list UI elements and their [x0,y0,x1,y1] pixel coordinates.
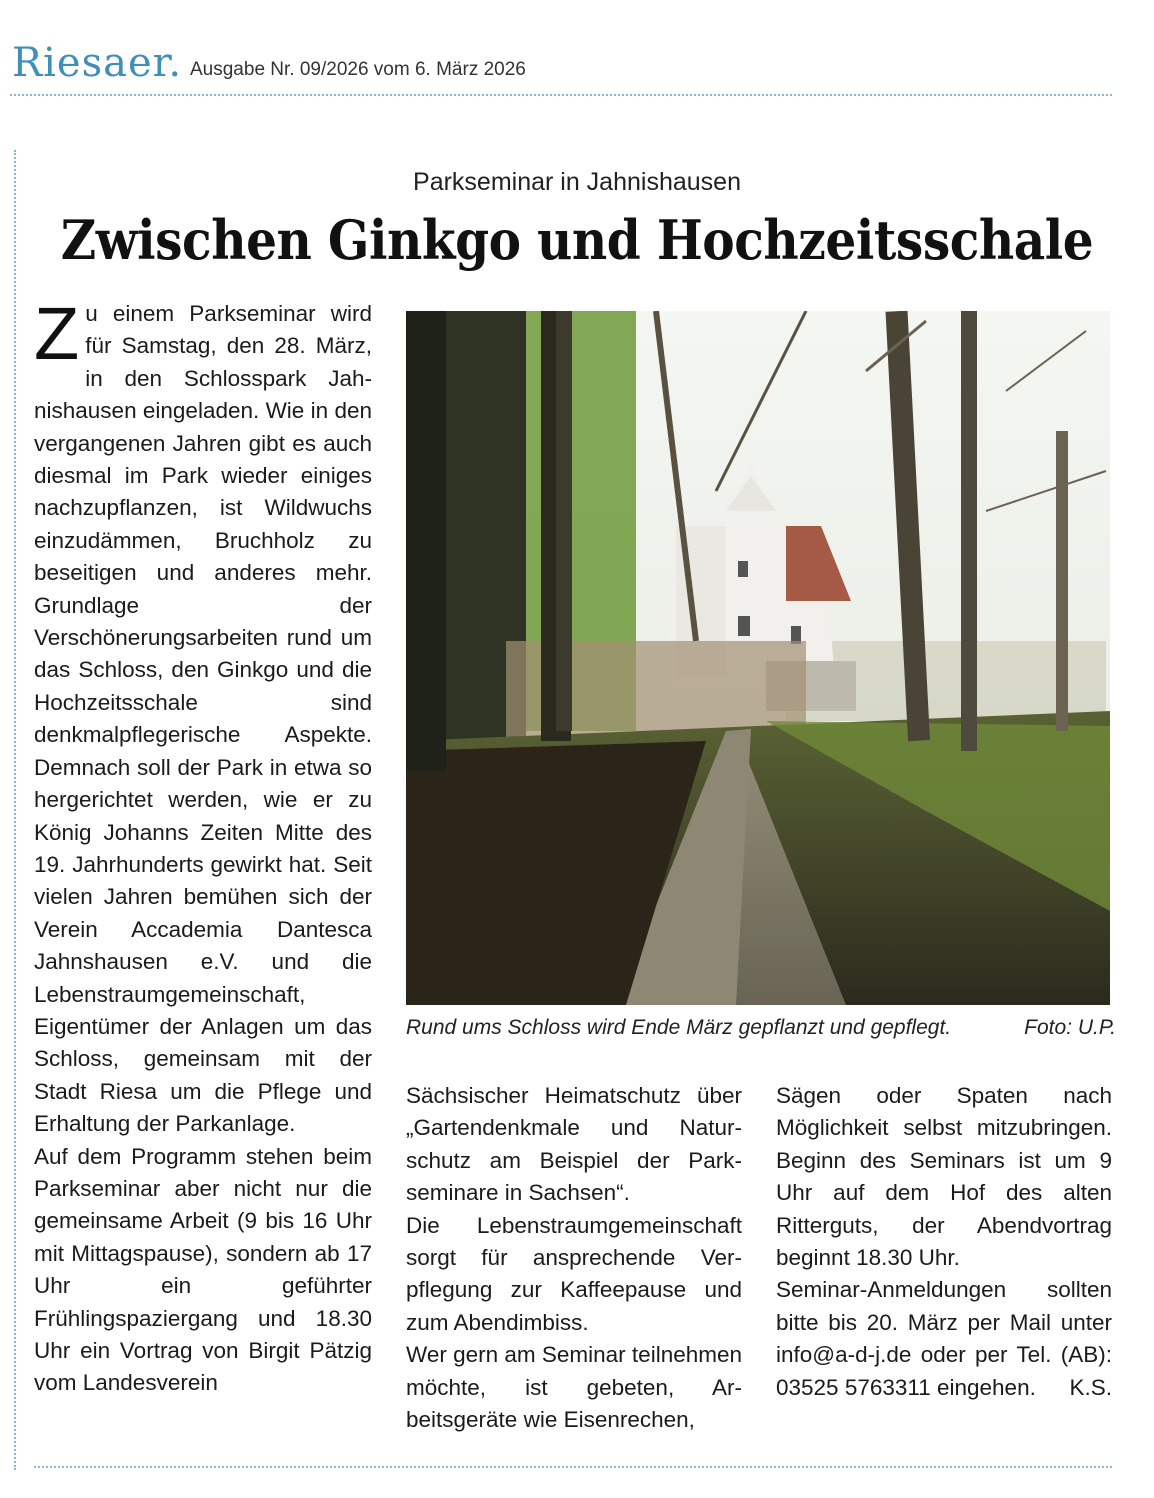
photo-illustration [406,311,1110,1005]
article-column-1 [34,292,372,1400]
paragraph-program: Auf dem Programm stehen beim Parkseminar aber nicht nur die gemeinsame Arbeit (9 bis 16 Uhr mit Mittagspause), sondern ab 17 Uhr ein geführter Frühlingspaziergang und 18.30 Uhr ein Vortrag von Birgit Pätzig vom Landesverein [34,1143,372,1396]
margin-rule [14,150,16,1470]
castle-park-photo [406,311,1110,1005]
header-divider [10,94,1112,96]
issue-info: Ausgabe Nr. 09/2026 vom 6. März 2026 [190,59,526,80]
photo-credit: Foto: U.P. [1024,1016,1116,1039]
article-kicker: Parkseminar in Jahnishausen [413,168,741,196]
paragraph-intro [34,292,372,1141]
paragraph-tools: Sägen oder Spaten nach Möglichkeit selbst mitzubringen. Beginn des Seminars ist um 9 Uhr auf dem Hof des alten Ritterguts, der Abendvortrag beginnt 18.30 Uhr. [776,1083,1112,1271]
article-headline: Zwischen Ginkgo und Hochzeitsschale [60,208,1094,272]
article-column-3 [776,1080,1112,1404]
paragraph-registration [776,1274,1112,1404]
author-initials: K.S. [1069,1374,1112,1400]
paragraph-lecture: Sächsischer Heimatschutz über „Gartendenkmale und Naturschutz am Beispiel der Parkseminare in Sachsen“. [406,1083,742,1206]
brand-logo: Riesaer. [12,40,183,86]
drop-cap: Z [34,292,80,375]
masthead [12,40,1112,88]
registration-text: Seminar-Anmeldungen sollten bitte bis 20. März per Mail unter info@a-d-j.de oder per Tel. (AB): 03525 5763311 eingehen. [776,1277,1112,1400]
paragraph-participation: Wer gern am Seminar teilnehmen möchte, ist gebeten, Arbeitsgeräte wie Eisenrechen, [406,1342,742,1433]
article-column-2 [406,1080,742,1436]
paragraph-intro-text: u einem Parkseminar wird für Samstag, den 28. März, in den Schlosspark Jahnishausen eingeladen. Wie in den vergangenen Jahren gibt es auch diesmal im Park wieder einiges nachzupflanzen, ist Wildwuchs einzudämmen, Bruchholz zu beseitigen und anderes mehr. Grundlage der Verschönerungsarbeiten rund um das Schloss, den Ginkgo und die Hochzeitsschale sind denkmalpflegerische Aspekte. Demnach soll der Park in etwa so hergerichtet werden, wie er zu König Johanns Zeiten Mitte des 19. Jahrhunderts gewirkt hat. Seit vielen Jahren bemühen sich der Verein Accademia Dantesca Jahnshausen e.V. und die Lebenstraumgemeinschaft, Eigentümer der Anlagen um das Schloss, gemeinsam mit der Stadt Riesa um die Pflege und Erhaltung der Parkanlage. [34,301,372,1137]
caption-text: Rund ums Schloss wird Ende März gepflanzt und gepflegt. [406,1016,952,1039]
photo-caption [406,1016,1116,1040]
footer-divider [34,1466,1112,1468]
paragraph-catering: Die Lebenstraumgemeinschaft sorgt für ansprechende Verpflegung zur Kaffeepause und zum Abendimbiss. [406,1212,742,1335]
